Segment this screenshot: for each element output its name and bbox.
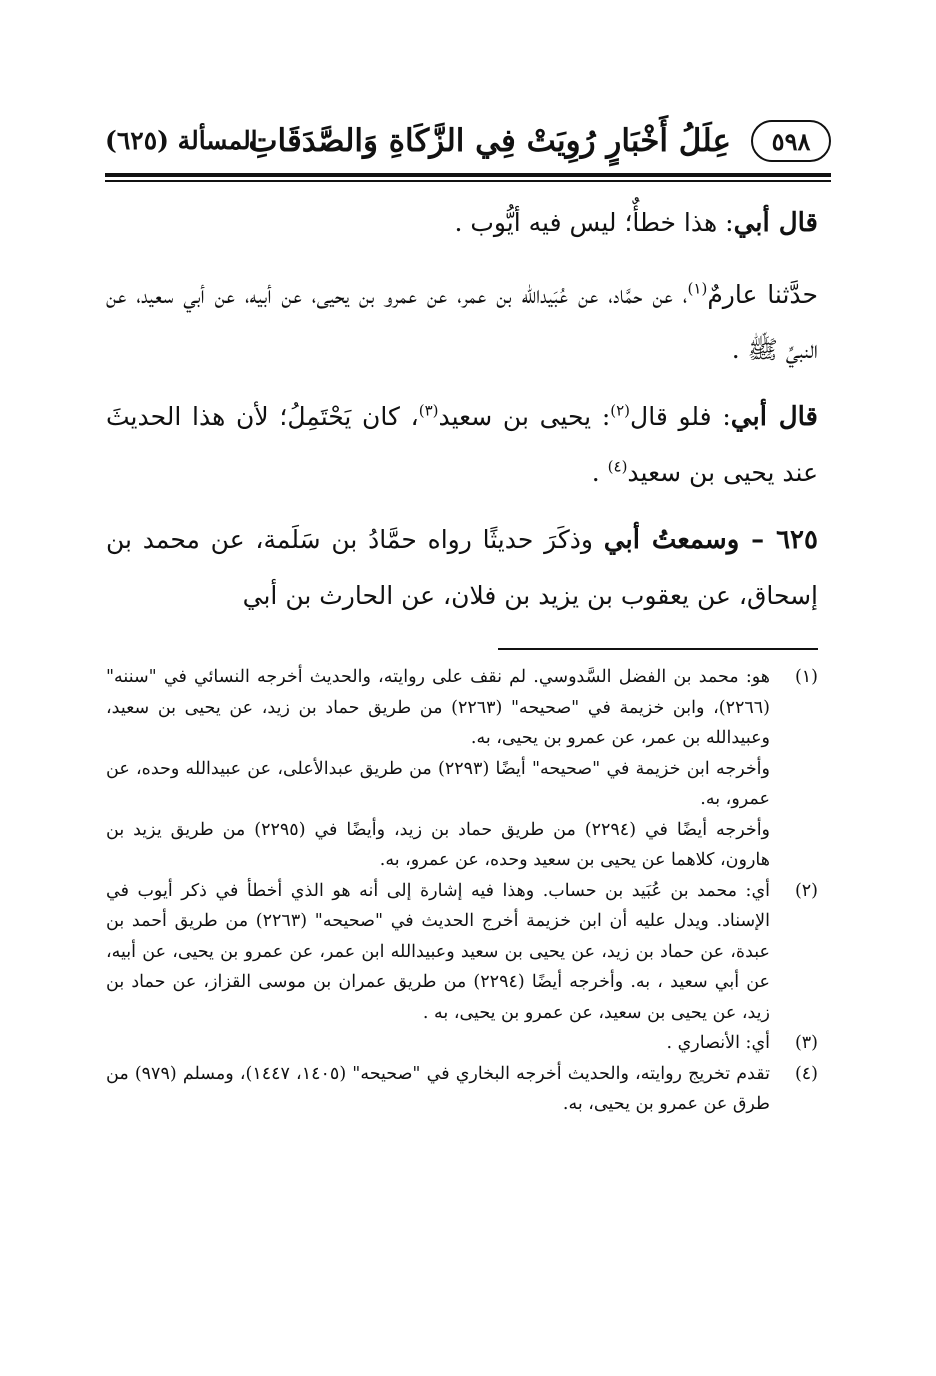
header-rule-thick xyxy=(105,173,831,177)
footnote-ref[interactable]: (٤) xyxy=(607,457,628,476)
paragraph-4 xyxy=(106,512,818,623)
paragraph-text: حدَّثنا عارمٌ xyxy=(707,280,818,309)
paragraph-text: وذكَرَ حديثًا رواه حمَّادُ بن سَلَمة، عن محمد بن إسحاق، عن يعقوب بن يزيد بن فلان، عن الحارث بن أبي xyxy=(106,525,818,610)
footnote-text xyxy=(106,1028,770,1059)
footnote-line: وأخرجه ابن خزيمة في "صحيحه" أيضًا (٢٢٩٣) من طريق عبدالأعلى، عن عبيدالله وحده، عن عمرو، به. xyxy=(106,758,770,809)
footnote-1 xyxy=(106,662,818,876)
footnote-line: هو: محمد بن الفضل السَّدوسي. لم نقف على روايته، والحديث أخرجه النسائي في "سننه" (٢٢٦٦)، وابن خزيمة في "صحيحه" (٢٢٦٣) من طريق حماد بن زيد، عن يحيى بن سعيد، وعبيدالله بن عمر، عن عمرو بن يحيى، به. xyxy=(106,667,770,748)
footnote-4 xyxy=(106,1059,818,1120)
paragraph-1 xyxy=(106,195,818,251)
footnote-text xyxy=(106,662,770,876)
footnote-separator xyxy=(498,648,818,650)
footnote-3 xyxy=(106,1028,818,1059)
book-title: عِلَلُ أَخْبَارٍ رُوِيَتْ فِي الزَّكَاةِ وَالصَّدَقَاتِ xyxy=(248,123,731,159)
section-label: المسألة (٦٢٥) xyxy=(105,126,258,155)
entry-number: ٦٢٥ – xyxy=(739,525,818,555)
footnote-ref[interactable]: (١) xyxy=(687,279,708,298)
main-text xyxy=(106,195,818,635)
footnote-number: (١) xyxy=(794,667,818,687)
footnote-ref[interactable]: (٣) xyxy=(418,401,439,420)
footnote-2 xyxy=(106,876,818,1029)
footnote-line: تقدم تخريج روايته، والحديث أخرجه البخاري في "صحيحه" (١٤٠٥، ١٤٤٧)، ومسلم (٩٧٩) من طرق عن عمرو بن يحيى، به. xyxy=(106,1063,770,1114)
paragraph-text: : يحيى بن سعيد xyxy=(438,402,611,431)
page-number: ٥٩٨ xyxy=(751,120,831,162)
speaker-label: وسمعتُ أبي xyxy=(603,525,740,555)
footnote-number: (٢) xyxy=(794,880,818,901)
footnote-number: (٤) xyxy=(794,1063,818,1084)
footnote-ref[interactable]: (٢) xyxy=(610,401,631,420)
paragraph-text: . xyxy=(591,458,608,487)
footnote-line: أي: الأنصاري . xyxy=(666,1033,770,1053)
running-header xyxy=(105,118,831,170)
paragraph-2 xyxy=(106,267,818,377)
paragraph-3 xyxy=(106,389,818,500)
footnote-number: (٣) xyxy=(794,1033,818,1053)
speaker-label: قال أبي xyxy=(733,208,818,238)
footnotes xyxy=(106,662,818,1120)
paragraph-text: ، عن حمَّاد، عن عُبَيدالله بن عمر، عن عمرو بن يحيى، عن أبيه، عن أبي سعيد، عن النبيِّ ﷺ . xyxy=(106,280,818,364)
paragraph-text: : فلو قال xyxy=(630,402,731,431)
header-rule-thin xyxy=(105,180,831,182)
paragraph-text: : هذا خطأٌ؛ ليس فيه أيُّوب . xyxy=(454,208,734,237)
footnote-text xyxy=(106,876,770,1029)
footnote-line: وأخرجه أيضًا في (٢٢٩٤) من طريق حماد بن زيد، وأيضًا في (٢٢٩٥) من طريق يزيد بن هارون، كلاهما عن يحيى بن سعيد وحده، عن عمرو، به. xyxy=(106,819,771,870)
footnote-text xyxy=(106,1059,770,1120)
speaker-label: قال أبي xyxy=(730,402,818,432)
footnote-line: أي: محمد بن عُبَيد بن حساب. وهذا فيه إشارة إلى أنه هو الذي أخطأ في ذكر أيوب في الإسناد. ويدل عليه أن ابن خزيمة أخرج الحديث في "صحيحه" (٢٢٦٣) من طريق أحمد بن عبدة، عن حماد بن زيد، عن يحيى بن سعيد وعبيدالله ابن عمر، عن عمرو بن يحيى، عن أبيه، عن أبي سعيد ، به. وأخرجه أيضًا (٢٢٩٤) من طريق عمران بن موسى القزاز، عن حماد بن زيد، عن يحيى بن سعيد، عن عمرو بن يحيى، به . xyxy=(106,880,770,1023)
paragraph-text: ، كان يَحْتَمِلُ؛ لأن هذا الحديثَ عند يحيى بن سعيد xyxy=(106,402,818,487)
